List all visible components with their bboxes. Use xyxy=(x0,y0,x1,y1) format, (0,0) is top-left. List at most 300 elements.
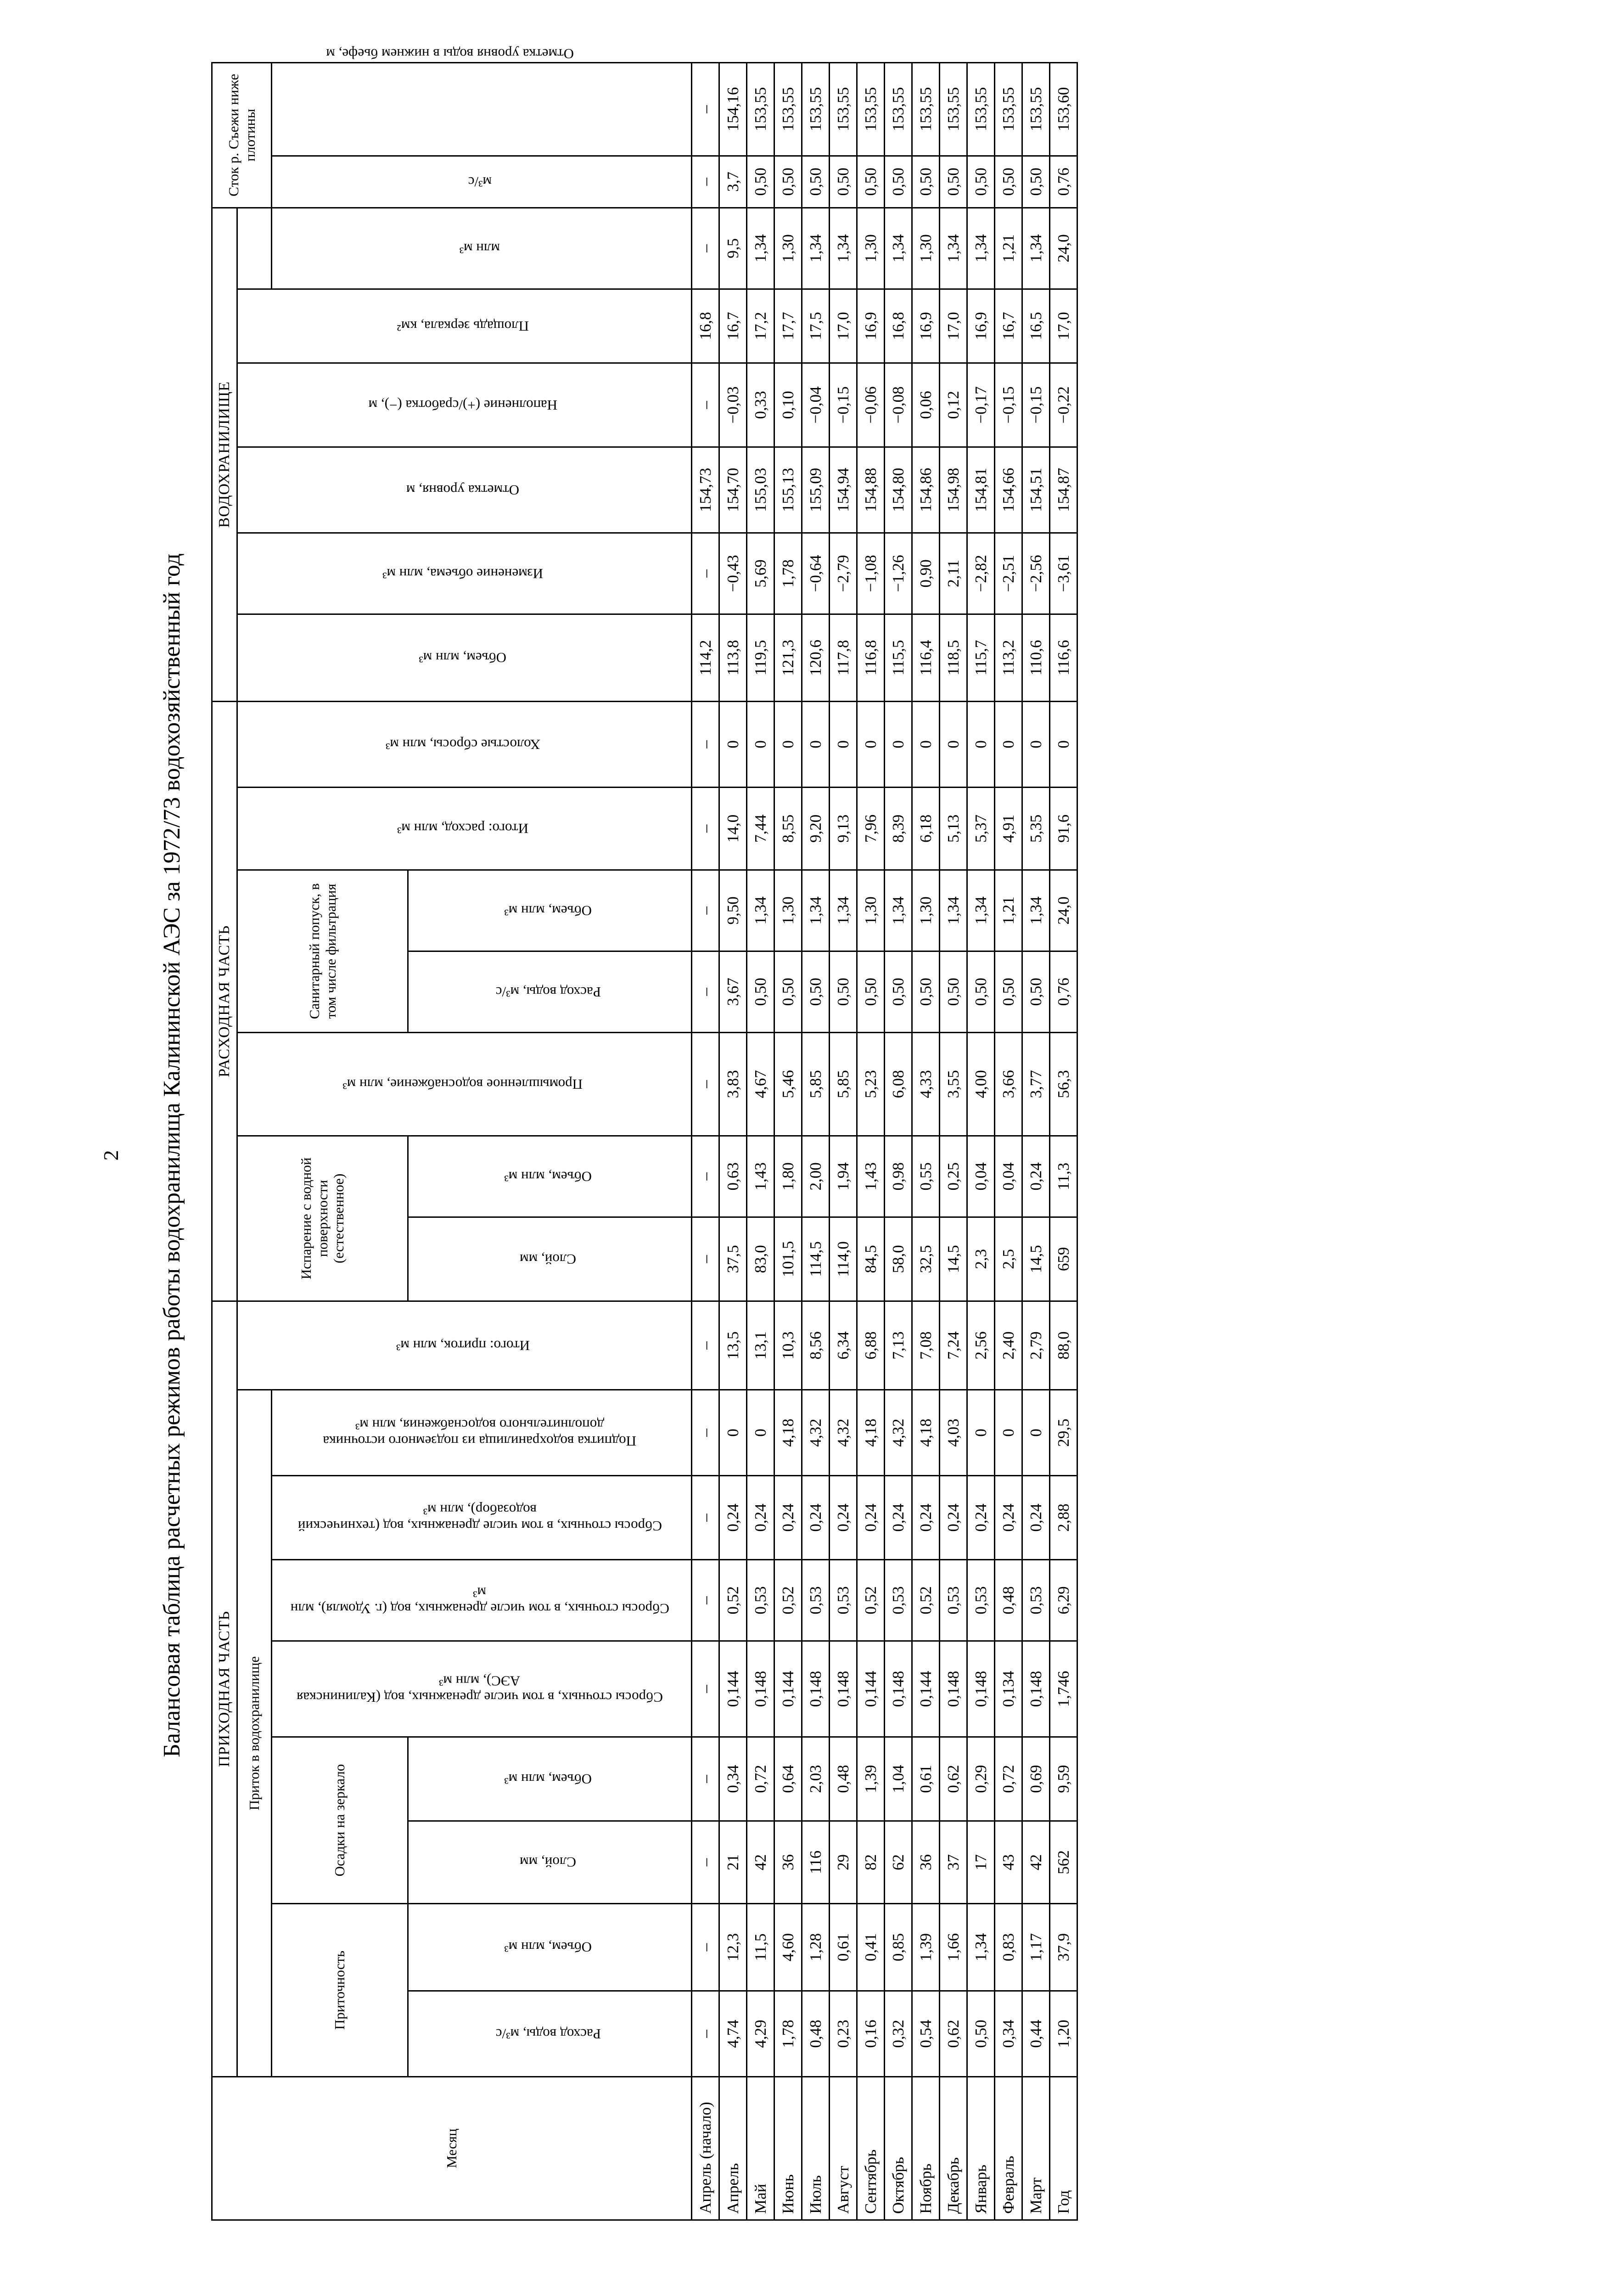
value-cell: 16,9 xyxy=(912,289,940,363)
value-cell: −0,15 xyxy=(830,363,857,447)
value-cell: 115,5 xyxy=(885,614,912,701)
value-cell: 0 xyxy=(719,701,747,787)
value-cell: 0,24 xyxy=(1022,1136,1050,1217)
value-cell: 4,74 xyxy=(719,1991,747,2077)
month-cell: Май xyxy=(747,2077,774,2220)
value-cell: 114,0 xyxy=(830,1217,857,1301)
value-cell: 1,34 xyxy=(830,870,857,951)
value-cell: 9,20 xyxy=(802,787,830,870)
value-cell: 2,03 xyxy=(802,1737,830,1821)
month-cell: Март xyxy=(1022,2077,1050,2220)
value-cell: 154,87 xyxy=(1050,447,1077,533)
value-cell: 0 xyxy=(967,1390,995,1476)
value-cell: −3,61 xyxy=(1050,533,1077,614)
value-cell: 0,76 xyxy=(1050,156,1077,208)
value-cell: 154,51 xyxy=(1022,447,1050,533)
header-inflow-group: Приток в водохранилище xyxy=(237,1390,272,2077)
value-cell: 0,50 xyxy=(1022,951,1050,1032)
value-cell: 153,55 xyxy=(967,62,995,156)
value-cell: 0,50 xyxy=(830,951,857,1032)
value-cell: 24,0 xyxy=(1050,208,1077,289)
value-cell: 16,9 xyxy=(857,289,885,363)
value-cell: 153,55 xyxy=(940,62,967,156)
value-cell: 0,148 xyxy=(747,1641,774,1737)
value-cell: 7,24 xyxy=(940,1301,967,1390)
header-area: Площадь зеркала, км² xyxy=(237,289,692,363)
value-cell: 0,12 xyxy=(940,363,967,447)
value-cell: – xyxy=(692,1641,719,1737)
value-cell: 0,64 xyxy=(774,1737,802,1821)
table-row xyxy=(692,62,719,2220)
value-cell: 1,34 xyxy=(747,208,774,289)
value-cell: 110,6 xyxy=(1022,614,1050,701)
value-cell: – xyxy=(692,1136,719,1217)
value-cell: 4,00 xyxy=(967,1032,995,1136)
value-cell: 0 xyxy=(912,701,940,787)
value-cell: 153,60 xyxy=(1050,62,1077,156)
value-cell: 5,85 xyxy=(830,1032,857,1136)
value-cell: 16,5 xyxy=(1022,289,1050,363)
value-cell: 0,148 xyxy=(940,1641,967,1737)
value-cell: 1,43 xyxy=(857,1136,885,1217)
value-cell: 83,0 xyxy=(747,1217,774,1301)
value-cell: 1,34 xyxy=(802,870,830,951)
value-cell: 12,3 xyxy=(719,1904,747,1991)
value-cell: 17,0 xyxy=(1050,289,1077,363)
value-cell: 0,148 xyxy=(885,1641,912,1737)
value-cell: 1,39 xyxy=(857,1737,885,1821)
value-cell: 5,35 xyxy=(1022,787,1050,870)
value-cell: 0 xyxy=(747,701,774,787)
value-cell: 9,13 xyxy=(830,787,857,870)
value-cell: 0,24 xyxy=(967,1476,995,1560)
value-cell: 0,148 xyxy=(830,1641,857,1737)
value-cell: 16,7 xyxy=(995,289,1022,363)
value-cell: 1,34 xyxy=(885,870,912,951)
value-cell: 1,21 xyxy=(995,208,1022,289)
value-cell: 0 xyxy=(774,701,802,787)
value-cell: 0,53 xyxy=(967,1560,995,1641)
value-cell: 0,44 xyxy=(1022,1991,1050,2077)
value-cell: 91,6 xyxy=(1050,787,1077,870)
value-cell: 0,72 xyxy=(747,1737,774,1821)
value-cell: 117,8 xyxy=(830,614,857,701)
month-cell: Декабрь xyxy=(940,2077,967,2220)
value-cell: 1,04 xyxy=(885,1737,912,1821)
value-cell: 1,94 xyxy=(830,1136,857,1217)
value-cell: −0,15 xyxy=(995,363,1022,447)
value-cell: 4,32 xyxy=(830,1390,857,1476)
header-runoff-rate: м³/с xyxy=(272,156,692,208)
value-cell: 0,50 xyxy=(940,156,967,208)
value-cell: – xyxy=(692,787,719,870)
value-cell: 0,83 xyxy=(995,1904,1022,1991)
month-cell: Апрель (начало) xyxy=(692,2077,719,2220)
value-cell: 9,59 xyxy=(1050,1737,1077,1821)
value-cell: 2,3 xyxy=(967,1217,995,1301)
value-cell: 1,39 xyxy=(912,1904,940,1991)
month-cell: Август xyxy=(830,2077,857,2220)
value-cell: −2,56 xyxy=(1022,533,1050,614)
value-cell: 2,40 xyxy=(995,1301,1022,1390)
value-cell: 0,32 xyxy=(885,1991,912,2077)
value-cell: 154,88 xyxy=(857,447,885,533)
value-cell: 4,03 xyxy=(940,1390,967,1476)
value-cell: 0,53 xyxy=(830,1560,857,1641)
value-cell: 0,76 xyxy=(1050,951,1077,1032)
value-cell: 116,6 xyxy=(1050,614,1077,701)
value-cell: 118,5 xyxy=(940,614,967,701)
value-cell: – xyxy=(692,1301,719,1390)
value-cell: 1,28 xyxy=(802,1904,830,1991)
month-cell: Октябрь xyxy=(885,2077,912,2220)
value-cell: – xyxy=(692,701,719,787)
value-cell: 1,21 xyxy=(995,870,1022,951)
value-cell: – xyxy=(692,1904,719,1991)
value-cell: 1,30 xyxy=(774,208,802,289)
value-cell: 0,53 xyxy=(940,1560,967,1641)
value-cell: −0,22 xyxy=(1050,363,1077,447)
value-cell: 1,34 xyxy=(940,208,967,289)
value-cell: 0,50 xyxy=(995,156,1022,208)
value-cell: 0 xyxy=(940,701,967,787)
value-cell: 17,0 xyxy=(940,289,967,363)
value-cell: 7,13 xyxy=(885,1301,912,1390)
value-cell: −0,17 xyxy=(967,363,995,447)
document-page xyxy=(0,45,1610,2262)
value-cell: – xyxy=(692,62,719,156)
value-cell: 7,44 xyxy=(747,787,774,870)
month-cell: Сентябрь xyxy=(857,2077,885,2220)
value-cell: 153,55 xyxy=(995,62,1022,156)
value-cell: 16,8 xyxy=(692,289,719,363)
value-cell: 0 xyxy=(995,701,1022,787)
value-cell: 113,2 xyxy=(995,614,1022,701)
table-body xyxy=(692,62,1077,2220)
value-cell: – xyxy=(692,208,719,289)
value-cell: 0,50 xyxy=(830,156,857,208)
value-cell: 2,56 xyxy=(967,1301,995,1390)
value-cell: 1,34 xyxy=(802,208,830,289)
value-cell: 153,55 xyxy=(857,62,885,156)
page-title: Балансовая таблица расчетных режимов работы водохранилища Калининской АЭС за 1972/73 водохозяйственный год xyxy=(159,553,185,1758)
value-cell: 3,55 xyxy=(940,1032,967,1136)
table-row xyxy=(1022,62,1050,2220)
value-cell: 0 xyxy=(995,1390,1022,1476)
value-cell: 1,30 xyxy=(857,208,885,289)
value-cell: 154,73 xyxy=(692,447,719,533)
month-cell: Январь xyxy=(967,2077,995,2220)
value-cell: 0,50 xyxy=(885,156,912,208)
value-cell: 4,32 xyxy=(802,1390,830,1476)
value-cell: 0,55 xyxy=(912,1136,940,1217)
value-cell: 0,53 xyxy=(802,1560,830,1641)
value-cell: 37 xyxy=(940,1821,967,1904)
value-cell: 0,23 xyxy=(830,1991,857,2077)
value-cell: 116 xyxy=(802,1821,830,1904)
value-cell: 1,746 xyxy=(1050,1641,1077,1737)
value-cell: 0,50 xyxy=(774,156,802,208)
value-cell: – xyxy=(692,1821,719,1904)
table-row xyxy=(747,62,774,2220)
header-outcome: РАСХОДНАЯ ЧАСТЬ xyxy=(212,701,237,1301)
value-cell: 0,34 xyxy=(719,1737,747,1821)
value-cell: 4,91 xyxy=(995,787,1022,870)
value-cell: 5,69 xyxy=(747,533,774,614)
header-evaporation: Испарение с водной поверхности (естественное) xyxy=(237,1136,408,1301)
value-cell: 155,03 xyxy=(747,447,774,533)
header-month: Месяц xyxy=(212,2077,692,2220)
value-cell: 0,61 xyxy=(912,1737,940,1821)
value-cell: 1,78 xyxy=(774,1991,802,2077)
value-cell: −0,64 xyxy=(802,533,830,614)
value-cell: 9,5 xyxy=(719,208,747,289)
value-cell: 0,16 xyxy=(857,1991,885,2077)
value-cell: 0,10 xyxy=(774,363,802,447)
value-cell: 0,62 xyxy=(940,1737,967,1821)
value-cell: 562 xyxy=(1050,1821,1077,1904)
value-cell: 6,18 xyxy=(912,787,940,870)
value-cell: 1,66 xyxy=(940,1904,967,1991)
header-fill: Наполнение (+)/сработка (−), м xyxy=(237,363,692,447)
value-cell: 17,5 xyxy=(802,289,830,363)
month-cell: Апрель xyxy=(719,2077,747,2220)
value-cell: 0,50 xyxy=(967,156,995,208)
value-cell: 2,5 xyxy=(995,1217,1022,1301)
value-cell: 116,4 xyxy=(912,614,940,701)
table-row xyxy=(940,62,967,2220)
value-cell: 0,50 xyxy=(857,156,885,208)
header-evap-layer: Слой, мм xyxy=(408,1217,692,1301)
value-cell: 5,46 xyxy=(774,1032,802,1136)
value-cell: 153,55 xyxy=(912,62,940,156)
value-cell: – xyxy=(692,1476,719,1560)
value-cell: 1,30 xyxy=(774,870,802,951)
value-cell: 0,144 xyxy=(719,1641,747,1737)
value-cell: 0,148 xyxy=(967,1641,995,1737)
value-cell: −1,08 xyxy=(857,533,885,614)
value-cell: 155,13 xyxy=(774,447,802,533)
table-row xyxy=(830,62,857,2220)
value-cell: −1,26 xyxy=(885,533,912,614)
value-cell: 0,90 xyxy=(912,533,940,614)
value-cell: – xyxy=(692,951,719,1032)
value-cell: −0,43 xyxy=(719,533,747,614)
value-cell: 153,55 xyxy=(802,62,830,156)
value-cell: 17,2 xyxy=(747,289,774,363)
value-cell: 114,2 xyxy=(692,614,719,701)
value-cell: −0,04 xyxy=(802,363,830,447)
value-cell: 154,86 xyxy=(912,447,940,533)
value-cell: 0 xyxy=(747,1390,774,1476)
value-cell: 0,53 xyxy=(747,1560,774,1641)
value-cell: 153,55 xyxy=(774,62,802,156)
value-cell: 3,83 xyxy=(719,1032,747,1136)
header-total-outcome: Итого: расход, млн м³ xyxy=(237,787,692,870)
value-cell: 82 xyxy=(857,1821,885,1904)
table-row xyxy=(1050,62,1077,2220)
value-cell: 0,50 xyxy=(912,156,940,208)
value-cell: 120,6 xyxy=(802,614,830,701)
value-cell: 36 xyxy=(774,1821,802,1904)
month-cell: Июнь xyxy=(774,2077,802,2220)
value-cell: 0,52 xyxy=(774,1560,802,1641)
value-cell: 14,5 xyxy=(940,1217,967,1301)
value-cell: 29,5 xyxy=(1050,1390,1077,1476)
value-cell: 154,80 xyxy=(885,447,912,533)
value-cell: 115,7 xyxy=(967,614,995,701)
table-row xyxy=(857,62,885,2220)
value-cell: 84,5 xyxy=(857,1217,885,1301)
month-cell: Год xyxy=(1050,2077,1077,2220)
value-cell: 6,08 xyxy=(885,1032,912,1136)
value-cell: 0,52 xyxy=(912,1560,940,1641)
value-cell: 5,23 xyxy=(857,1032,885,1136)
value-cell: 0,52 xyxy=(857,1560,885,1641)
value-cell: 0 xyxy=(857,701,885,787)
value-cell: 154,81 xyxy=(967,447,995,533)
header-volume-change: Изменение объема, млн м³ xyxy=(237,533,692,614)
value-cell: 0 xyxy=(802,701,830,787)
value-cell: 10,3 xyxy=(774,1301,802,1390)
table-row xyxy=(995,62,1022,2220)
value-cell: 2,88 xyxy=(1050,1476,1077,1560)
value-cell: 16,8 xyxy=(885,289,912,363)
value-cell: 114,5 xyxy=(802,1217,830,1301)
value-cell: 0,50 xyxy=(940,951,967,1032)
value-cell: 0,98 xyxy=(885,1136,912,1217)
value-cell: 153,55 xyxy=(747,62,774,156)
value-cell: 0,29 xyxy=(967,1737,995,1821)
value-cell: 0 xyxy=(1022,1390,1050,1476)
value-cell: 0,54 xyxy=(912,1991,940,2077)
value-cell: 5,13 xyxy=(940,787,967,870)
value-cell: 0,48 xyxy=(830,1737,857,1821)
value-cell: 1,30 xyxy=(912,208,940,289)
header-income: ПРИХОДНАЯ ЧАСТЬ xyxy=(212,1301,237,2077)
header-runoff-volume: млн м³ xyxy=(272,208,692,289)
value-cell: 4,67 xyxy=(747,1032,774,1136)
value-cell: 0,50 xyxy=(1022,156,1050,208)
value-cell: 154,66 xyxy=(995,447,1022,533)
value-cell: 17,7 xyxy=(774,289,802,363)
header-tailwater-label: Отметка уровня воды в нижнем бьефе, м xyxy=(326,45,574,62)
value-cell: 58,0 xyxy=(885,1217,912,1301)
header-reservoir: ВОДОХРАНИЛИЩЕ xyxy=(212,208,237,701)
value-cell: −2,79 xyxy=(830,533,857,614)
value-cell: 0,144 xyxy=(774,1641,802,1737)
header-precip: Осадки на зеркало xyxy=(272,1737,408,1904)
value-cell: 153,55 xyxy=(885,62,912,156)
month-cell: Февраль xyxy=(995,2077,1022,2220)
value-cell: 0,62 xyxy=(940,1991,967,2077)
value-cell: 6,88 xyxy=(857,1301,885,1390)
value-cell: 121,3 xyxy=(774,614,802,701)
value-cell: 154,16 xyxy=(719,62,747,156)
value-cell: 659 xyxy=(1050,1217,1077,1301)
header-discharge-tech: Сбросы сточных, в том числе дренажных, вод (технический водозабор), млн м³ xyxy=(272,1476,692,1560)
value-cell: 0,41 xyxy=(857,1904,885,1991)
value-cell: 0,24 xyxy=(940,1476,967,1560)
value-cell: 0 xyxy=(830,701,857,787)
header-industrial: Промышленное водоснабжение, млн м³ xyxy=(237,1032,692,1136)
value-cell: 0,33 xyxy=(747,363,774,447)
value-cell: 0,53 xyxy=(885,1560,912,1641)
table-row xyxy=(774,62,802,2220)
header-discharge-npp: Сбросы сточных, в том числе дренажных, вод (Калининская АЭС), млн м³ xyxy=(272,1641,692,1737)
value-cell: 1,34 xyxy=(967,870,995,951)
value-cell: 7,08 xyxy=(912,1301,940,1390)
value-cell: 0,50 xyxy=(802,951,830,1032)
value-cell: 3,77 xyxy=(1022,1032,1050,1136)
value-cell: – xyxy=(692,363,719,447)
table-row xyxy=(912,62,940,2220)
value-cell: 154,70 xyxy=(719,447,747,533)
value-cell: 1,80 xyxy=(774,1136,802,1217)
value-cell: 14,0 xyxy=(719,787,747,870)
value-cell: 0,24 xyxy=(885,1476,912,1560)
table-row xyxy=(885,62,912,2220)
value-cell: −0,15 xyxy=(1022,363,1050,447)
value-cell: 1,34 xyxy=(747,870,774,951)
value-cell: 0,04 xyxy=(967,1136,995,1217)
value-cell: 113,8 xyxy=(719,614,747,701)
value-cell: 1,17 xyxy=(1022,1904,1050,1991)
value-cell: 119,5 xyxy=(747,614,774,701)
value-cell: 0 xyxy=(1050,701,1077,787)
value-cell: 9,50 xyxy=(719,870,747,951)
value-cell: 5,85 xyxy=(802,1032,830,1136)
value-cell: – xyxy=(692,1737,719,1821)
header-precip-volume: Объем, млн м³ xyxy=(408,1737,692,1821)
value-cell: 2,79 xyxy=(1022,1301,1050,1390)
value-cell: 0,48 xyxy=(802,1991,830,2077)
value-cell: 0,50 xyxy=(885,951,912,1032)
value-cell: 5,37 xyxy=(967,787,995,870)
value-cell: 4,29 xyxy=(747,1991,774,2077)
value-cell: 1,34 xyxy=(940,870,967,951)
value-cell: 0,24 xyxy=(747,1476,774,1560)
value-cell: 16,7 xyxy=(719,289,747,363)
value-cell: 0,34 xyxy=(995,1991,1022,2077)
value-cell: 37,9 xyxy=(1050,1904,1077,1991)
value-cell: 0,04 xyxy=(995,1136,1022,1217)
value-cell: 0,24 xyxy=(1022,1476,1050,1560)
value-cell: −2,82 xyxy=(967,533,995,614)
value-cell: 17 xyxy=(967,1821,995,1904)
balance-table xyxy=(211,45,1078,2221)
value-cell: 2,11 xyxy=(940,533,967,614)
value-cell: 0,69 xyxy=(1022,1737,1050,1821)
value-cell: −0,03 xyxy=(719,363,747,447)
value-cell: 4,32 xyxy=(885,1390,912,1476)
value-cell: – xyxy=(692,870,719,951)
header-sanitary: Санитарный попуск, в том числе фильтрация xyxy=(237,870,408,1032)
value-cell: 0,48 xyxy=(995,1560,1022,1641)
value-cell: 21 xyxy=(719,1821,747,1904)
value-cell: 0,50 xyxy=(967,1991,995,2077)
header-inflow: Приточность xyxy=(272,1904,408,2077)
value-cell: 13,1 xyxy=(747,1301,774,1390)
value-cell: 24,0 xyxy=(1050,870,1077,951)
value-cell: 29 xyxy=(830,1821,857,1904)
value-cell: 0,24 xyxy=(912,1476,940,1560)
header-groundwater: Подпитка водохранилища из подземного источника дополнительного водоснабжения, млн м³ xyxy=(272,1390,692,1476)
value-cell: 0,61 xyxy=(830,1904,857,1991)
value-cell: 88,0 xyxy=(1050,1301,1077,1390)
value-cell: 0,50 xyxy=(967,951,995,1032)
value-cell: 4,18 xyxy=(857,1390,885,1476)
